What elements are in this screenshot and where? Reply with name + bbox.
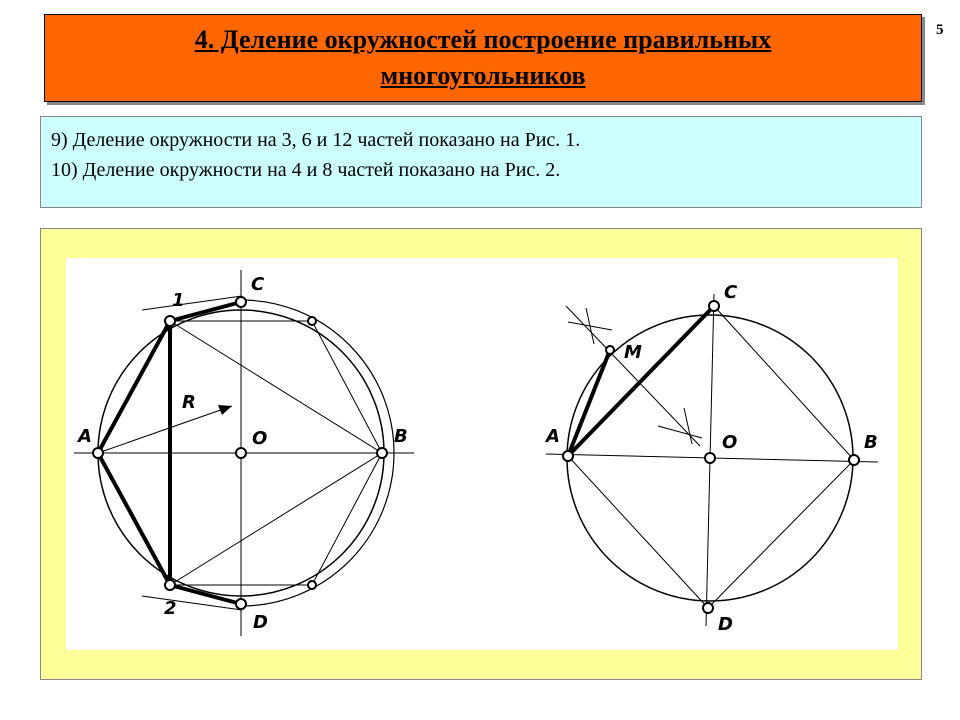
fig2-point-A xyxy=(563,451,573,461)
fig2-construction-cross-2a xyxy=(658,426,702,438)
fig2-construction-cross-2b xyxy=(684,408,692,444)
fig2-label-B: B xyxy=(864,432,878,453)
fig1-chord-A-1 xyxy=(98,321,170,453)
fig1-point-2 xyxy=(165,580,175,590)
fig1-label-B: B xyxy=(394,426,408,447)
title-banner xyxy=(44,14,922,102)
fig1-label-2: 2 xyxy=(164,598,177,619)
fig1-point-B xyxy=(377,448,387,458)
fig1-triangle-side-2B xyxy=(170,453,382,585)
figure-1 xyxy=(74,270,414,636)
fig2-point-M xyxy=(606,346,614,354)
fig1-label-D: D xyxy=(253,612,268,633)
fig1-point-D xyxy=(236,599,246,609)
fig2-chord-A-M xyxy=(568,350,610,456)
fig2-label-A: A xyxy=(546,426,560,447)
title-line-2: многоугольников xyxy=(380,61,586,90)
fig1-label-R: R xyxy=(182,392,196,413)
fig1-arrowhead xyxy=(218,405,232,415)
description-item-9: 9) Деление окружности на 3, 6 и 12 частей показано на Рис. 1. xyxy=(51,129,581,151)
slide-number: 5 xyxy=(936,22,944,38)
fig1-triangle-side-1B xyxy=(170,321,382,453)
fig1-label-O: O xyxy=(252,428,268,449)
fig1-point-O xyxy=(236,448,246,458)
fig1-tangent-bottom xyxy=(142,596,242,610)
fig2-label-D: D xyxy=(718,614,733,635)
fig2-point-D xyxy=(703,603,713,613)
title-line-1: 4. Деление окружностей построение правильных xyxy=(194,25,772,54)
fig1-label-C: C xyxy=(251,274,265,295)
fig2-point-C xyxy=(709,301,719,311)
fig2-bisector xyxy=(566,306,700,446)
fig2-label-C: C xyxy=(724,282,738,303)
figure-2 xyxy=(546,294,878,626)
fig1-point-hex-bottom xyxy=(308,581,316,589)
fig1-tangent-top xyxy=(142,296,242,310)
fig2-point-B xyxy=(849,455,859,465)
figure-canvas xyxy=(66,258,898,650)
fig2-point-O xyxy=(705,453,715,463)
fig1-point-A xyxy=(93,448,103,458)
fig2-construction-cross-1b xyxy=(586,308,594,344)
fig1-label-A: A xyxy=(78,426,92,447)
description-item-10: 10) Деление окружности на 4 и 8 частей показано на Рис. 2. xyxy=(51,159,561,181)
fig1-chord-A-2 xyxy=(98,453,170,585)
description-box xyxy=(40,116,922,208)
fig1-point-hex-top xyxy=(308,317,316,325)
fig2-label-M: M xyxy=(624,342,642,363)
fig1-point-C xyxy=(236,297,246,307)
fig2-label-O: O xyxy=(722,432,738,453)
fig1-label-1: 1 xyxy=(172,290,185,311)
fig1-point-1 xyxy=(165,316,175,326)
